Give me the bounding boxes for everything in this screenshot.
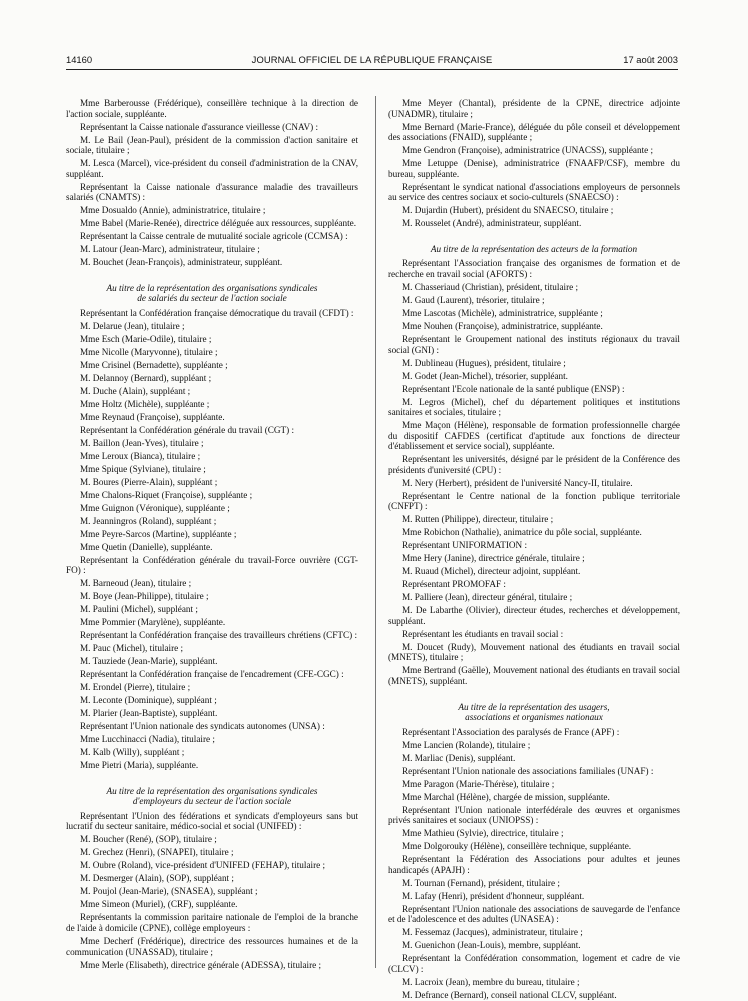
member-entry: M. Boures (Pierre-Alain), suppléant ;	[80, 476, 218, 487]
member-entry: Mme Lancien (Rolande), titulaire ;	[402, 739, 531, 750]
section-heading-salaries	[72, 283, 352, 304]
section-heading-line: associations et organismes nationaux	[465, 712, 603, 723]
representation-paragraph: Représentant le syndicat national d'associations employeurs de personnels au service des centres sociaux et socio-culturels (SNAECSO) :	[388, 181, 680, 203]
member-entry: M. Dujardin (Hubert), président du SNAECSO, titulaire ;	[402, 205, 614, 216]
representation-paragraph: Représentant la Confédération générale du travail (CGT) :	[80, 424, 295, 435]
member-entry: Mme Lucchinacci (Nadia), titulaire ;	[80, 734, 215, 745]
member-entry: Mme Maçon (Hélène), responsable de formation professionnelle chargée du dispositif CAFDES (certificat d'aptitude aux fonctions de directeur d'établissement et service social), suppléante.	[388, 420, 680, 452]
representation-paragraph: Représentant la Confédération consommation, logement et cadre de vie (CLCV) :	[388, 953, 680, 974]
member-entry: M. Marliac (Denis), suppléant.	[402, 752, 516, 763]
representation-paragraph: Représentants la commission paritaire nationale de l'emploi de la branche de l'aide à domicile (CPNE), collège employeurs :	[66, 912, 358, 933]
member-entry: M. Defrance (Bernard), conseil national CLCV, suppléant.	[402, 989, 617, 1000]
member-entry: Mme Simeon (Muriel), (CRF), suppléante.	[80, 899, 238, 910]
member-entry: M. Rousselet (André), administrateur, suppléant.	[402, 218, 582, 229]
member-entry: M. Legros (Michel), chef du département politiques et institutions sanitaires et sociales, titulaire ;	[388, 396, 680, 418]
right-column	[388, 98, 680, 1000]
member-entry: M. Guenichon (Jean-Louis), membre, suppléant.	[402, 940, 581, 951]
member-entry: M. Gaud (Laurent), trésorier, titulaire ;	[402, 295, 545, 306]
right-block-2	[388, 258, 680, 686]
member-entry: Mme Dolgorouky (Hélène), conseillère technique, suppléante.	[402, 841, 632, 852]
representation-paragraph: Représentant les étudiants en travail social :	[402, 628, 564, 639]
member-entry: Mme Letuppe (Denise), administratrice (FNAAFP/CSF), membre du bureau, suppléante.	[388, 158, 680, 179]
member-entry: M. Plarier (Jean-Baptiste), suppléant.	[80, 708, 218, 719]
member-entry: Mme Bertrand (Gaëlle), Mouvement national des étudiants en travail social (MNETS), suppléant.	[388, 665, 680, 687]
section-heading-formation	[394, 244, 674, 255]
member-entry: M. Bouchet (Jean-François), administrateur, suppléant.	[80, 257, 283, 268]
member-entry: M. Tournan (Fernand), président, titulaire ;	[402, 877, 560, 888]
representation-paragraph: Représentant UNIFORMATION :	[402, 540, 528, 551]
representation-paragraph: Représentant l'Union nationale des syndicats autonomes (UNSA) :	[80, 721, 325, 732]
member-entry: Mme Pietri (Maria), suppléante.	[80, 760, 199, 771]
member-entry: M. Paulini (Michel), suppléant ;	[80, 604, 198, 615]
representation-paragraph: Représentant la Confédération française de l'encadrement (CFE-CGC) :	[80, 669, 344, 680]
member-entry: Mme Leroux (Bianca), titulaire ;	[80, 450, 201, 461]
member-entry: Mme Lascotas (Michèle), administratrice, suppléante ;	[402, 308, 603, 319]
left-block-3	[66, 811, 358, 970]
member-entry: M. Dublineau (Hugues), président, titulaire ;	[402, 357, 566, 368]
representation-paragraph: Représentant l'Association des paralysés de France (APF) :	[402, 726, 620, 737]
representation-paragraph: Représentant PROMOFAF :	[402, 579, 506, 590]
representation-paragraph: Représentant la Caisse nationale d'assurance vieillesse (CNAV) :	[80, 121, 318, 132]
member-entry: M. Lacroix (Jean), membre du bureau, titulaire ;	[402, 976, 580, 987]
member-entry: Mme Hery (Janine), directrice générale, titulaire ;	[402, 553, 585, 564]
representation-paragraph: Représentant la Fédération des Associations pour adultes et jeunes handicapés (APAJH) :	[388, 854, 680, 875]
member-entry: M. Boucher (René), (SOP), titulaire ;	[80, 834, 217, 845]
member-entry: Mme Merle (Elisabeth), directrice générale (ADESSA), titulaire ;	[80, 959, 322, 970]
member-entry: M. Le Bail (Jean-Paul), président de la commission d'action sanitaire et sociale, titulaire ;	[66, 134, 358, 156]
member-entry: M. Rutten (Philippe), directeur, titulaire ;	[402, 514, 554, 525]
member-entry: M. Fessemaz (Jacques), administrateur, titulaire ;	[402, 927, 583, 938]
section-heading-line: d'employeurs du secteur de l'action sociale	[132, 796, 292, 807]
section-heading-line: Au titre de la représentation des organisations syndicales	[106, 282, 318, 293]
section-heading-line: Au titre de la représentation des acteurs de la formation	[430, 243, 638, 254]
representation-paragraph: Représentant la Confédération française des travailleurs chrétiens (CFTC) :	[80, 630, 358, 641]
representation-paragraph: Représentant la Caisse centrale de mutualité sociale agricole (CCMSA) :	[80, 231, 348, 242]
representation-paragraph: Représentant la Caisse nationale d'assurance maladie des travailleurs salariés (CNAMTS) :	[66, 181, 358, 203]
member-entry: Mme Decherf (Frédérique), directrice des ressources humaines et de la communication (UNASSAD), titulaire ;	[66, 935, 358, 957]
page-header	[66, 54, 678, 68]
representation-paragraph: Représentant l'Union nationale des associations de sauvegarde de l'enfance et de l'adolescence et des adultes (UNASEA) :	[388, 903, 680, 925]
member-entry: Mme Esch (Marie-Odile), titulaire ;	[80, 333, 212, 344]
member-entry: M. Jeanningros (Roland), suppléant ;	[80, 515, 217, 526]
journal-title: JOURNAL OFFICIEL DE LA RÉPUBLIQUE FRANÇAISE	[251, 54, 493, 65]
member-entry: Mme Gendron (Françoise), administratrice (UNACSS), suppléante ;	[402, 145, 654, 156]
section-heading-line: de salariés du secteur de l'action sociale	[137, 293, 287, 304]
member-entry: M. Ruaud (Michel), directeur adjoint, suppléant.	[402, 566, 581, 577]
member-entry: M. Leconte (Dominique), suppléant ;	[80, 695, 217, 706]
member-entry: M. Tauziede (Jean-Marie), suppléant.	[80, 656, 218, 667]
member-entry: M. Grechez (Henri), (SNAPEI), titulaire ;	[80, 847, 234, 858]
member-entry: Mme Dosualdo (Annie), administratrice, titulaire ;	[80, 205, 266, 216]
member-entry: Mme Bernard (Marie-France), déléguée du pôle conseil et développement des associations (FNAID), suppléante ;	[388, 121, 680, 143]
member-entry: M. Baillon (Jean-Yves), titulaire ;	[80, 437, 204, 448]
column-separator	[375, 96, 376, 968]
right-block-3	[388, 727, 680, 1001]
member-entry: M. Lafay (Henri), président d'honneur, suppléant.	[402, 890, 585, 901]
member-entry: Mme Barberousse (Frédérique), conseillère technique à la direction de l'action sociale, suppléante.	[66, 98, 358, 119]
member-entry: Mme Peyre-Sarcos (Martine), suppléante ;	[80, 528, 237, 539]
member-entry: M. Pauc (Michel), titulaire ;	[80, 643, 184, 654]
member-entry: M. Chasseriaud (Christian), président, titulaire ;	[402, 282, 579, 293]
member-entry: Mme Nouhen (Françoise), administratrice, suppléante.	[402, 321, 603, 331]
member-entry: Mme Guignon (Véronique), suppléante ;	[80, 502, 230, 513]
section-heading-line: Au titre de la représentation des organisations syndicales	[106, 785, 318, 796]
member-entry: Mme Meyer (Chantal), présidente de la CPNE, directrice adjointe (UNADMR), titulaire ;	[388, 98, 680, 119]
member-entry: M. Oubre (Roland), vice-président d'UNIFED (FEHAP), titulaire ;	[80, 860, 326, 871]
representation-paragraph: Représentant les universités, désigné par le président de la Conférence des présidents d'université (CPU) :	[388, 454, 680, 475]
member-entry: Mme Babel (Marie-Renée), directrice déléguée aux ressources, suppléante.	[80, 218, 357, 229]
member-entry: Mme Quetin (Danielle), suppléante.	[80, 541, 213, 552]
left-block-1	[66, 98, 358, 268]
member-entry: M. Poujol (Jean-Marie), (SNASEA), suppléant ;	[80, 886, 258, 897]
member-entry: Mme Paragon (Marie-Thérèse), titulaire ;	[402, 778, 555, 789]
section-heading-employeurs	[72, 786, 352, 807]
member-entry: M. Kalb (Willy), suppléant ;	[80, 747, 185, 758]
member-entry: M. Duche (Alain), suppléant ;	[80, 385, 191, 396]
member-entry: Mme Reynaud (Françoise), suppléante.	[80, 411, 225, 422]
representation-paragraph: Représentant l'Ecole nationale de la santé publique (ENSP) :	[402, 383, 625, 394]
member-entry: M. Desmerger (Alain), (SOP), suppléant ;	[80, 873, 234, 884]
section-heading-line: Au titre de la représentation des usagers,	[458, 701, 610, 712]
page-number: 14160	[66, 54, 93, 65]
right-block-1	[388, 98, 680, 229]
member-entry: Mme Marchal (Hélène), chargée de mission, suppléante.	[402, 791, 610, 802]
representation-paragraph: Représentant la Confédération générale du travail-Force ouvrière (CGT-FO) :	[66, 554, 358, 576]
left-column	[66, 98, 358, 978]
member-entry: M. Lesca (Marcel), vice-président du conseil d'administration de la CNAV, suppléant.	[66, 158, 358, 179]
member-entry: M. Erondel (Pierre), titulaire ;	[80, 682, 191, 693]
left-block-2	[66, 308, 358, 771]
section-heading-usagers	[394, 702, 674, 723]
member-entry: M. Doucet (Rudy), Mouvement national des étudiants en travail social (MNETS), titulaire ;	[388, 641, 680, 663]
member-entry: M. Godet (Jean-Michel), trésorier, suppléant.	[402, 370, 568, 381]
representation-paragraph: Représentant l'Association française des organismes de formation et de recherche en travail social (AFORTS) :	[388, 258, 680, 280]
member-entry: Mme Mathieu (Sylvie), directrice, titulaire ;	[402, 828, 564, 839]
representation-paragraph: Représentant l'Union des fédérations et syndicats d'employeurs sans but lucratif du secteur sanitaire, médico-social et social (UNIFED) :	[66, 810, 358, 832]
representation-paragraph: Représentant le Groupement national des instituts régionaux du travail social (GNI) :	[388, 333, 680, 355]
member-entry: M. Barneoud (Jean), titulaire ;	[80, 578, 192, 589]
member-entry: Mme Robichon (Nathalie), animatrice du pôle social, suppléante.	[402, 527, 642, 538]
member-entry: M. Delarue (Jean), titulaire ;	[80, 321, 185, 331]
representation-paragraph: Représentant l'Union nationale interfédérale des œuvres et organismes privés sanitaires et sociaux (UNIOPSS) :	[388, 804, 680, 826]
member-entry: M. Nery (Herbert), président de l'université Nancy-II, titulaire.	[402, 477, 633, 488]
member-entry: M. Boye (Jean-Philippe), titulaire ;	[80, 591, 209, 602]
member-entry: M. Latour (Jean-Marc), administrateur, titulaire ;	[80, 244, 260, 255]
member-entry: Mme Spique (Sylviane), titulaire ;	[80, 463, 206, 474]
member-entry: M. Palliere (Jean), directeur général, titulaire ;	[402, 592, 573, 603]
representation-paragraph: Représentant l'Union nationale des associations familiales (UNAF) :	[402, 765, 654, 776]
representation-paragraph: Représentant la Confédération française démocratique du travail (CFDT) :	[80, 308, 354, 319]
member-entry: Mme Holtz (Michèle), suppléante ;	[80, 398, 210, 409]
header-rule	[66, 69, 678, 70]
member-entry: Mme Pommier (Marylène), suppléante.	[80, 617, 226, 628]
member-entry: M. De Labarthe (Olivier), directeur études, recherches et développement, suppléant.	[388, 605, 680, 626]
publication-date: 17 août 2003	[623, 54, 678, 65]
member-entry: Mme Crisinel (Bernadette), suppléante ;	[80, 359, 228, 370]
member-entry: M. Delannoy (Bernard), suppléant ;	[80, 372, 212, 383]
member-entry: Mme Chalons-Riquet (Françoise), suppléante ;	[80, 489, 253, 500]
representation-paragraph: Représentant le Centre national de la fonction publique territoriale (CNFPT) :	[388, 490, 680, 512]
member-entry: Mme Nicolle (Maryvonne), titulaire ;	[80, 346, 218, 357]
